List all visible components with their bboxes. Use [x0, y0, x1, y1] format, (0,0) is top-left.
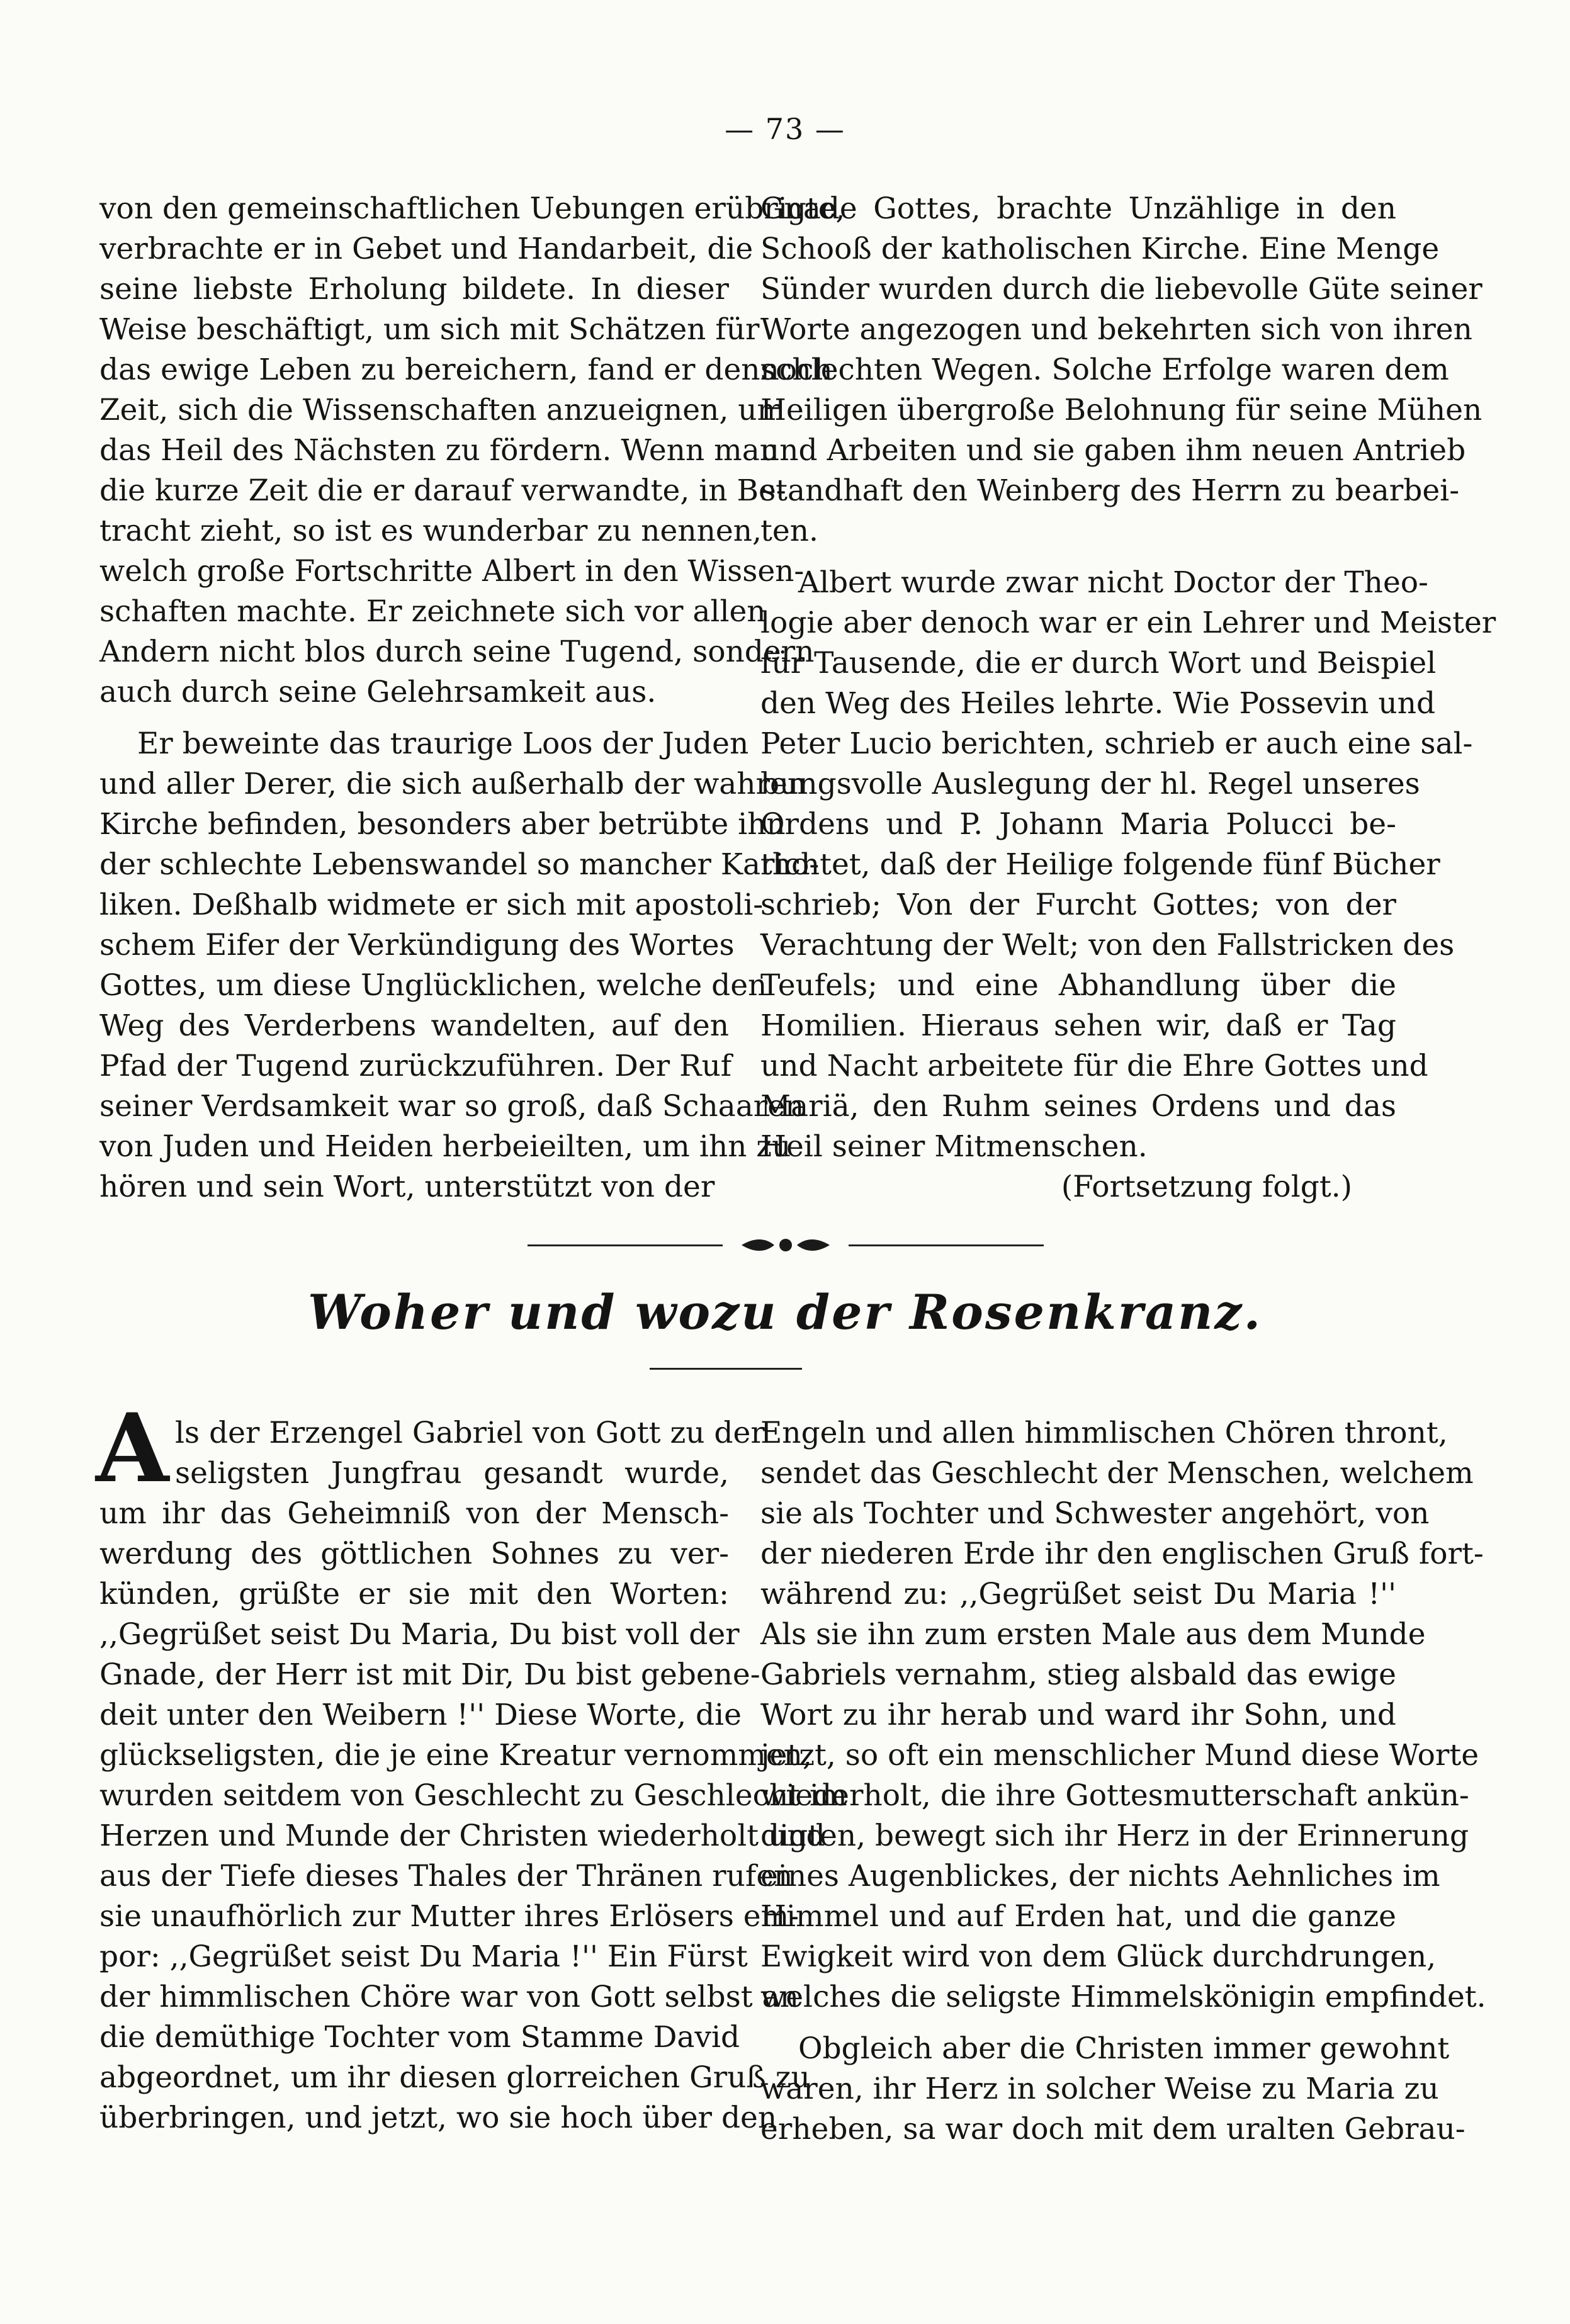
- text-line: den Weg des Heiles lehrte. Wie Possevin und: [760, 686, 1436, 721]
- text-line: um ihr das Geheimniß von der Mensch-: [99, 1496, 729, 1531]
- text-line: schrieb; Von der Furcht Gottes; von der: [760, 888, 1396, 922]
- text-line: auch durch seine Gelehrsamkeit aus.: [99, 675, 657, 709]
- text-line: tracht zieht, so ist es wunderbar zu nennen,: [99, 514, 762, 548]
- ornamental-divider: [528, 1233, 1044, 1258]
- text-line: Obgleich aber die Christen immer gewohnt: [798, 2031, 1450, 2066]
- text-line: ten.: [760, 514, 818, 548]
- text-line: werdung des göttlichen Sohnes zu ver-: [99, 1537, 729, 1571]
- text-line: richtet, daß der Heilige folgende fünf Bücher: [760, 847, 1440, 882]
- text-line: Gabriels vernahm, stieg alsbald das ewige: [760, 1657, 1396, 1692]
- text-line: logie aber denoch war er ein Lehrer und Meister: [760, 606, 1496, 640]
- text-line: ,,Gegrüßet seist Du Maria, Du bist voll der: [99, 1617, 740, 1652]
- text-line: und Arbeiten und sie gaben ihm neuen Antrieb: [760, 433, 1466, 468]
- article-title: Woher und wozu der Rosenkranz.: [307, 1284, 1263, 1340]
- text-line: überbringen, und jetzt, wo sie hoch über den: [99, 2101, 777, 2135]
- text-line: deit unter den Weibern !'' Diese Worte, die: [99, 1698, 742, 1732]
- text-line: digten, bewegt sich ihr Herz in der Erinnerung: [760, 1819, 1469, 1853]
- drop-cap: A: [96, 1393, 169, 1504]
- text-line: Pfad der Tugend zurückzuführen. Der Ruf: [99, 1049, 732, 1083]
- divider-ornament-icon: [735, 1233, 836, 1258]
- text-line: Albert wurde zwar nicht Doctor der Theo-: [798, 565, 1428, 600]
- page-number: — 73 —: [725, 112, 845, 146]
- text-line: Himmel und auf Erden hat, und die ganze: [760, 1899, 1396, 1934]
- text-line: erheben, sa war doch mit dem uralten Gebrau-: [760, 2112, 1466, 2146]
- text-line: Worte angezogen und bekehrten sich von ihren: [760, 312, 1472, 347]
- text-line: das ewige Leben zu bereichern, fand er dennoch: [99, 353, 833, 387]
- text-line: Peter Lucio berichten, schrieb er auch eine sal-: [760, 726, 1473, 761]
- section1-right-column: [760, 189, 1496, 1207]
- text-line: Gnade Gottes, brachte Unzählige in den: [760, 191, 1396, 226]
- text-line: Gottes, um diese Unglücklichen, welche den: [99, 968, 767, 1003]
- text-line: Zeit, sich die Wissenschaften anzueignen, um: [99, 393, 786, 427]
- text-line: jetzt, so oft ein menschlicher Mund diese Worte: [760, 1738, 1479, 1773]
- text-line: Sünder wurden durch die liebevolle Güte seiner: [760, 272, 1482, 307]
- text-line: von den gemeinschaftlichen Uebungen erübrigte,: [99, 191, 845, 226]
- text-line: künden, grüßte er sie mit den Worten:: [99, 1577, 729, 1611]
- text-line: seligsten Jungfrau gesandt wurde,: [175, 1456, 729, 1491]
- article-left-column: [99, 1413, 847, 2138]
- text-line: von Juden und Heiden herbeieilten, um ihn zu: [99, 1129, 791, 1164]
- text-line: wiederholt, die ihre Gottesmutterschaft ankün-: [760, 1778, 1469, 1813]
- text-line: aus der Tiefe dieses Thales der Thränen rufen: [99, 1859, 793, 1893]
- text-line: Heiligen übergroße Belohnung für seine Mühen: [760, 393, 1482, 427]
- text-line: Weise beschäftigt, um sich mit Schätzen für: [99, 312, 760, 347]
- text-line: schaften machte. Er zeichnete sich vor allen: [99, 594, 766, 629]
- article-right-column: [760, 1413, 1486, 2150]
- text-line: waren, ihr Herz in solcher Weise zu Maria zu: [760, 2072, 1439, 2106]
- text-line: Er beweinte das traurige Loos der Juden: [137, 726, 749, 761]
- text-line: standhaft den Weinberg des Herrn zu bearbei-: [760, 473, 1460, 508]
- text-line: sie als Tochter und Schwester angehört, von: [760, 1496, 1430, 1531]
- divider-rule-right: [849, 1244, 1044, 1246]
- text-line: die demüthige Tochter vom Stamme David: [99, 2020, 740, 2055]
- text-line: Gnade, der Herr ist mit Dir, Du bist gebene-: [99, 1657, 760, 1692]
- text-line: Ewigkeit wird von dem Glück durchdrungen,: [760, 1939, 1437, 1974]
- divider-rule-left: [528, 1244, 723, 1246]
- text-line: Verachtung der Welt; von den Fallstricken des: [760, 928, 1455, 962]
- text-line: Mariä, den Ruhm seines Ordens und das: [760, 1089, 1396, 1124]
- text-line: Kirche befinden, besonders aber betrübte ihn: [99, 807, 786, 842]
- text-line: Schooß der katholischen Kirche. Eine Menge: [760, 232, 1440, 266]
- text-line: hören und sein Wort, unterstützt von der: [99, 1170, 715, 1204]
- title-underline: [650, 1368, 802, 1370]
- text-line: liken. Deßhalb widmete er sich mit apostoli-: [99, 888, 764, 922]
- text-line: der schlechte Lebenswandel so mancher Katho-: [99, 847, 820, 882]
- text-line: Ordens und P. Johann Maria Polucci be-: [760, 807, 1396, 842]
- text-line: und Nacht arbeitete für die Ehre Gottes und: [760, 1049, 1428, 1083]
- text-line: der niederen Erde ihr den englischen Gruß fort-: [760, 1537, 1484, 1571]
- text-line: Als sie ihn zum ersten Male aus dem Munde: [760, 1617, 1426, 1652]
- text-line: sie unaufhörlich zur Mutter ihres Erlösers em-: [99, 1899, 799, 1934]
- text-line: eines Augenblickes, der nichts Aehnliches im: [760, 1859, 1440, 1893]
- text-line: abgeordnet, um ihr diesen glorreichen Gruß zu: [99, 2060, 810, 2095]
- text-line: Wort zu ihr herab und ward ihr Sohn, und: [760, 1698, 1396, 1732]
- text-line: Heil seiner Mitmenschen.: [760, 1129, 1148, 1164]
- text-line: por: ,,Gegrüßet seist Du Maria !'' Ein Fürst: [99, 1939, 748, 1974]
- text-line: und aller Derer, die sich außerhalb der wahren: [99, 767, 807, 801]
- text-line: der himmlischen Chöre war von Gott selbst an: [99, 1980, 799, 2014]
- text-line: seine liebste Erholung bildete. In dieser: [99, 272, 729, 307]
- text-line: glückseligsten, die je eine Kreatur vernommen,: [99, 1738, 812, 1773]
- text-line: Weg des Verderbens wandelten, auf den: [99, 1008, 729, 1043]
- text-line: schlechten Wegen. Solche Erfolge waren dem: [760, 353, 1449, 387]
- text-line: seiner Verdsamkeit war so groß, daß Schaaren: [99, 1089, 805, 1124]
- text-line: schem Eifer der Verkündigung des Wortes: [99, 928, 735, 962]
- text-line: Herzen und Munde der Christen wiederholt und: [99, 1819, 825, 1853]
- section1-left-column: [99, 189, 845, 1207]
- continuation-note: (Fortsetzung folgt.): [1061, 1170, 1352, 1204]
- text-line: welches die seligste Himmelskönigin empfindet.: [760, 1980, 1486, 2014]
- text-line: das Heil des Nächsten zu fördern. Wenn man: [99, 433, 779, 468]
- text-line: die kurze Zeit die er darauf verwandte, in Be-: [99, 473, 786, 508]
- text-line: bungsvolle Auslegung der hl. Regel unseres: [760, 767, 1420, 801]
- text-line: während zu: ,,Gegrüßet seist Du Maria !'': [760, 1577, 1396, 1611]
- text-line: sendet das Geschlecht der Menschen, welchem: [760, 1456, 1474, 1491]
- text-line: Andern nicht blos durch seine Tugend, sondern: [99, 635, 815, 669]
- text-line: ls der Erzengel Gabriel von Gott zu der: [175, 1416, 765, 1450]
- text-line: welch große Fortschritte Albert in den Wissen-: [99, 554, 805, 589]
- text-line: verbrachte er in Gebet und Handarbeit, die: [99, 232, 754, 266]
- text-line: für Tausende, die er durch Wort und Beispiel: [760, 646, 1437, 680]
- text-line: Engeln und allen himmlischen Chören thront,: [760, 1416, 1448, 1450]
- text-line: Teufels; und eine Abhandlung über die: [760, 968, 1396, 1003]
- text-line: wurden seitdem von Geschlecht zu Geschlecht im: [99, 1778, 847, 1813]
- text-line: Homilien. Hieraus sehen wir, daß er Tag: [760, 1008, 1396, 1043]
